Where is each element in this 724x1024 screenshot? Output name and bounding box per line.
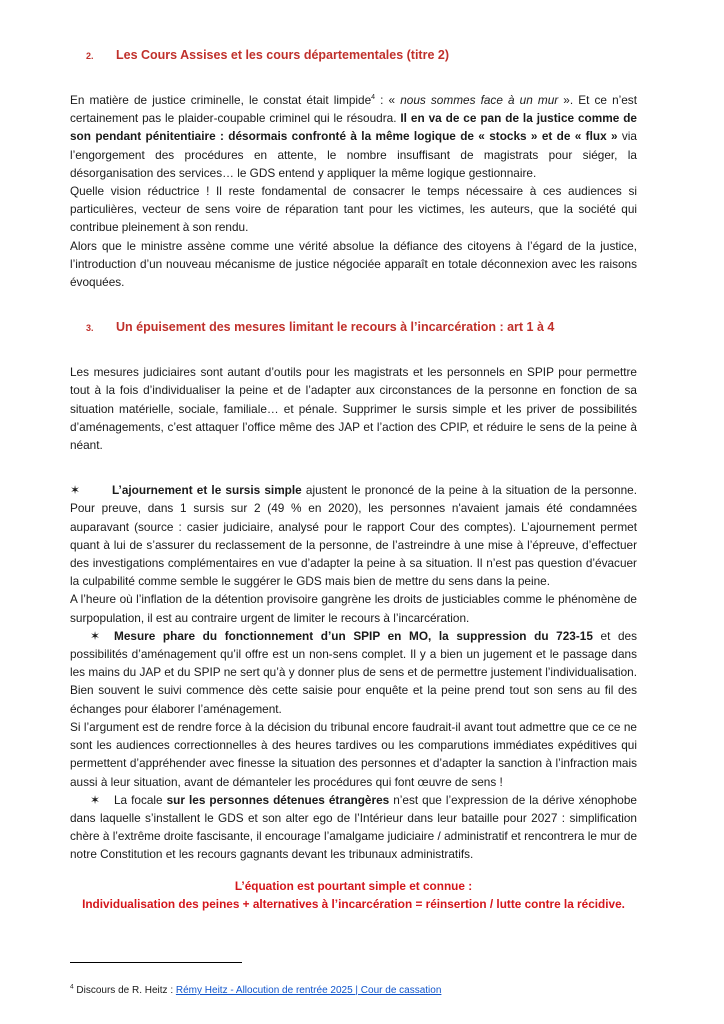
text-run: et des possibilités d’aménagement qu’il offre est un non-sens complet. Il y a bien un jugement et le passage dans les mains du JAP et du SPIP ne sert qu’à y donner plus de sens et de permettre justement l’individualisation. Bien souvent le suivi commence dès cette saisie pour enquête et la peine prend tout son sens au fil des échanges pour élaborer l’aménagement. xyxy=(70,628,637,716)
bold-text: Il en va de ce pan de la justice comme de son pendant pénitentiaire : désormais confronté à la même logique de « stocks » et de « flux » xyxy=(70,111,637,144)
section-number: 2. xyxy=(86,51,94,61)
section-title: Un épuisement des mesures limitant le recours à l’incarcération : art 1 à 4 xyxy=(116,320,555,335)
text-run: via l’engorgement des procédures en attente, le nombre insuffisant de magistrats pour siéger, la désorganisation des services… le GDS entend y appliquer la même logique gestionnaire. xyxy=(70,129,637,180)
paragraph: Si l’argument est de rendre force à la décision du tribunal encore faudrait-il avant tout admettre que ce ce ne sont les audiences correctionnelles à des heures tardives ou les comparutions immédiates expéditives qui permettent d’appréhender avec finesse la situation des personnes et d’adapter la sanction à l’infraction mais aussi à leur situation, avant de démanteler les procédures qui font œuvre de sens ! xyxy=(70,719,637,789)
star-bullet-icon: ✶ xyxy=(70,483,81,498)
section-title: Les Cours Assises et les cours départementales (titre 2) xyxy=(116,48,450,62)
bullet-paragraph xyxy=(70,481,637,590)
footnote-separator xyxy=(70,962,242,963)
star-bullet-icon: ✶ xyxy=(90,628,101,643)
bullet-paragraph xyxy=(70,791,637,864)
footnote-ref[interactable]: 4 xyxy=(371,94,376,102)
conclusion-line-2: Individualisation des peines + alternatives à l’incarcération = réinsertion / lutte contre la récidive. xyxy=(82,897,625,912)
quote: nous sommes face à un mur xyxy=(400,93,559,107)
bold-text: sur les personnes détenues étrangères xyxy=(166,792,390,807)
bullet-paragraph xyxy=(70,627,637,718)
text-run: En matière de justice criminelle, le constat était limpide xyxy=(70,93,372,107)
footnote-link[interactable]: Rémy Heitz - Allocution de rentrée 2025 | Cour de cassation xyxy=(175,985,442,996)
text-run: La focale xyxy=(114,792,167,807)
bold-text: L’ajournement et le sursis simple xyxy=(112,483,302,498)
footnote xyxy=(70,985,441,996)
conclusion-line-1: L’équation est pourtant simple et connue : xyxy=(234,878,473,893)
text-run: n’est que l’expression de la dérive xénophobe dans laquelle s’installent le GDS et son alter ego de l’Intérieur dans leur bataille pour 2027 : simplification chère à l’extrême droite fascisante, il encourage l’amalgame judiciaire / administratif et rencontrera le mur de notre Constitution et les recours gagnants devant les tribunaux administratifs. xyxy=(70,792,637,862)
paragraph: Les mesures judiciaires sont autant d’outils pour les magistrats et les personnels en SPIP pour permettre tout à la fois d’individualiser la peine et de l’adapter aux circonstances de la personne en fonction de sa situation matérielle, sociale, familiale… et pénale. Supprimer le sursis simple et les priver de possibilités d’aménagements, c’est attaquer l’office même des JAP et l’action des CPIP, et réduire le sens de la peine à néant. xyxy=(70,365,637,453)
document-body xyxy=(70,46,637,914)
section-number: 3. xyxy=(86,323,94,334)
text-run: ». Et ce n’est certainement pas le plaider-coupable criminel qui le résoudra. xyxy=(70,93,637,126)
footnote-number: 4 xyxy=(70,983,74,991)
conclusion xyxy=(70,877,637,914)
star-bullet-icon: ✶ xyxy=(90,792,101,807)
text-run: ajustent le prononcé de la peine à la situation de la personne. Pour preuve, dans 1 sursis sur 2 (49 % en 2020), les personnes n'avaient jamais été condamnées auparavant (source : casier judiciaire, analysé pour le rapport Cour des comptes). L’ajournement permet quant à lui de s’assurer du reclassement de la personne, de l’astreindre à une mise à l’épreuve, d’effectuer des investigations complémentaires en vue d’adapter la peine à sa situation. Il n’est pas question d’évacuer la culpabilité comme semble le suggérer le GDS mais bien de mettre du sens dans la peine. xyxy=(70,483,637,589)
paragraph: A l’heure où l’inflation de la détention provisoire gangrène les droits de justiciables comme le phénomène de surpopulation, il est au contraire urgent de limiter le recours à l’incarcération. xyxy=(70,592,637,625)
paragraph xyxy=(70,91,637,182)
bold-text: Mesure phare du fonctionnement d’un SPIP en MO, la suppression du 723-15 xyxy=(114,628,593,643)
section-3-heading xyxy=(70,318,637,337)
footnote-text: Discours de R. Heitz : xyxy=(73,985,176,996)
section-2-heading xyxy=(70,46,637,65)
paragraph: Alors que le ministre assène comme une vérité absolue la défiance des citoyens à l’égard de la justice, l’introduction d’un nouveau mécanisme de justice négociée apparaît en totale déconnexion avec les raisons évoquées. xyxy=(70,238,637,290)
paragraph: Quelle vision réductrice ! Il reste fondamental de consacrer le temps nécessaire à ces audiences si particulières, vecteur de sens voire de réparation tant pour les victimes, les auteurs, que la société qui contribue pleinement à son rendu. xyxy=(70,184,637,235)
text-run: : « xyxy=(375,93,401,107)
